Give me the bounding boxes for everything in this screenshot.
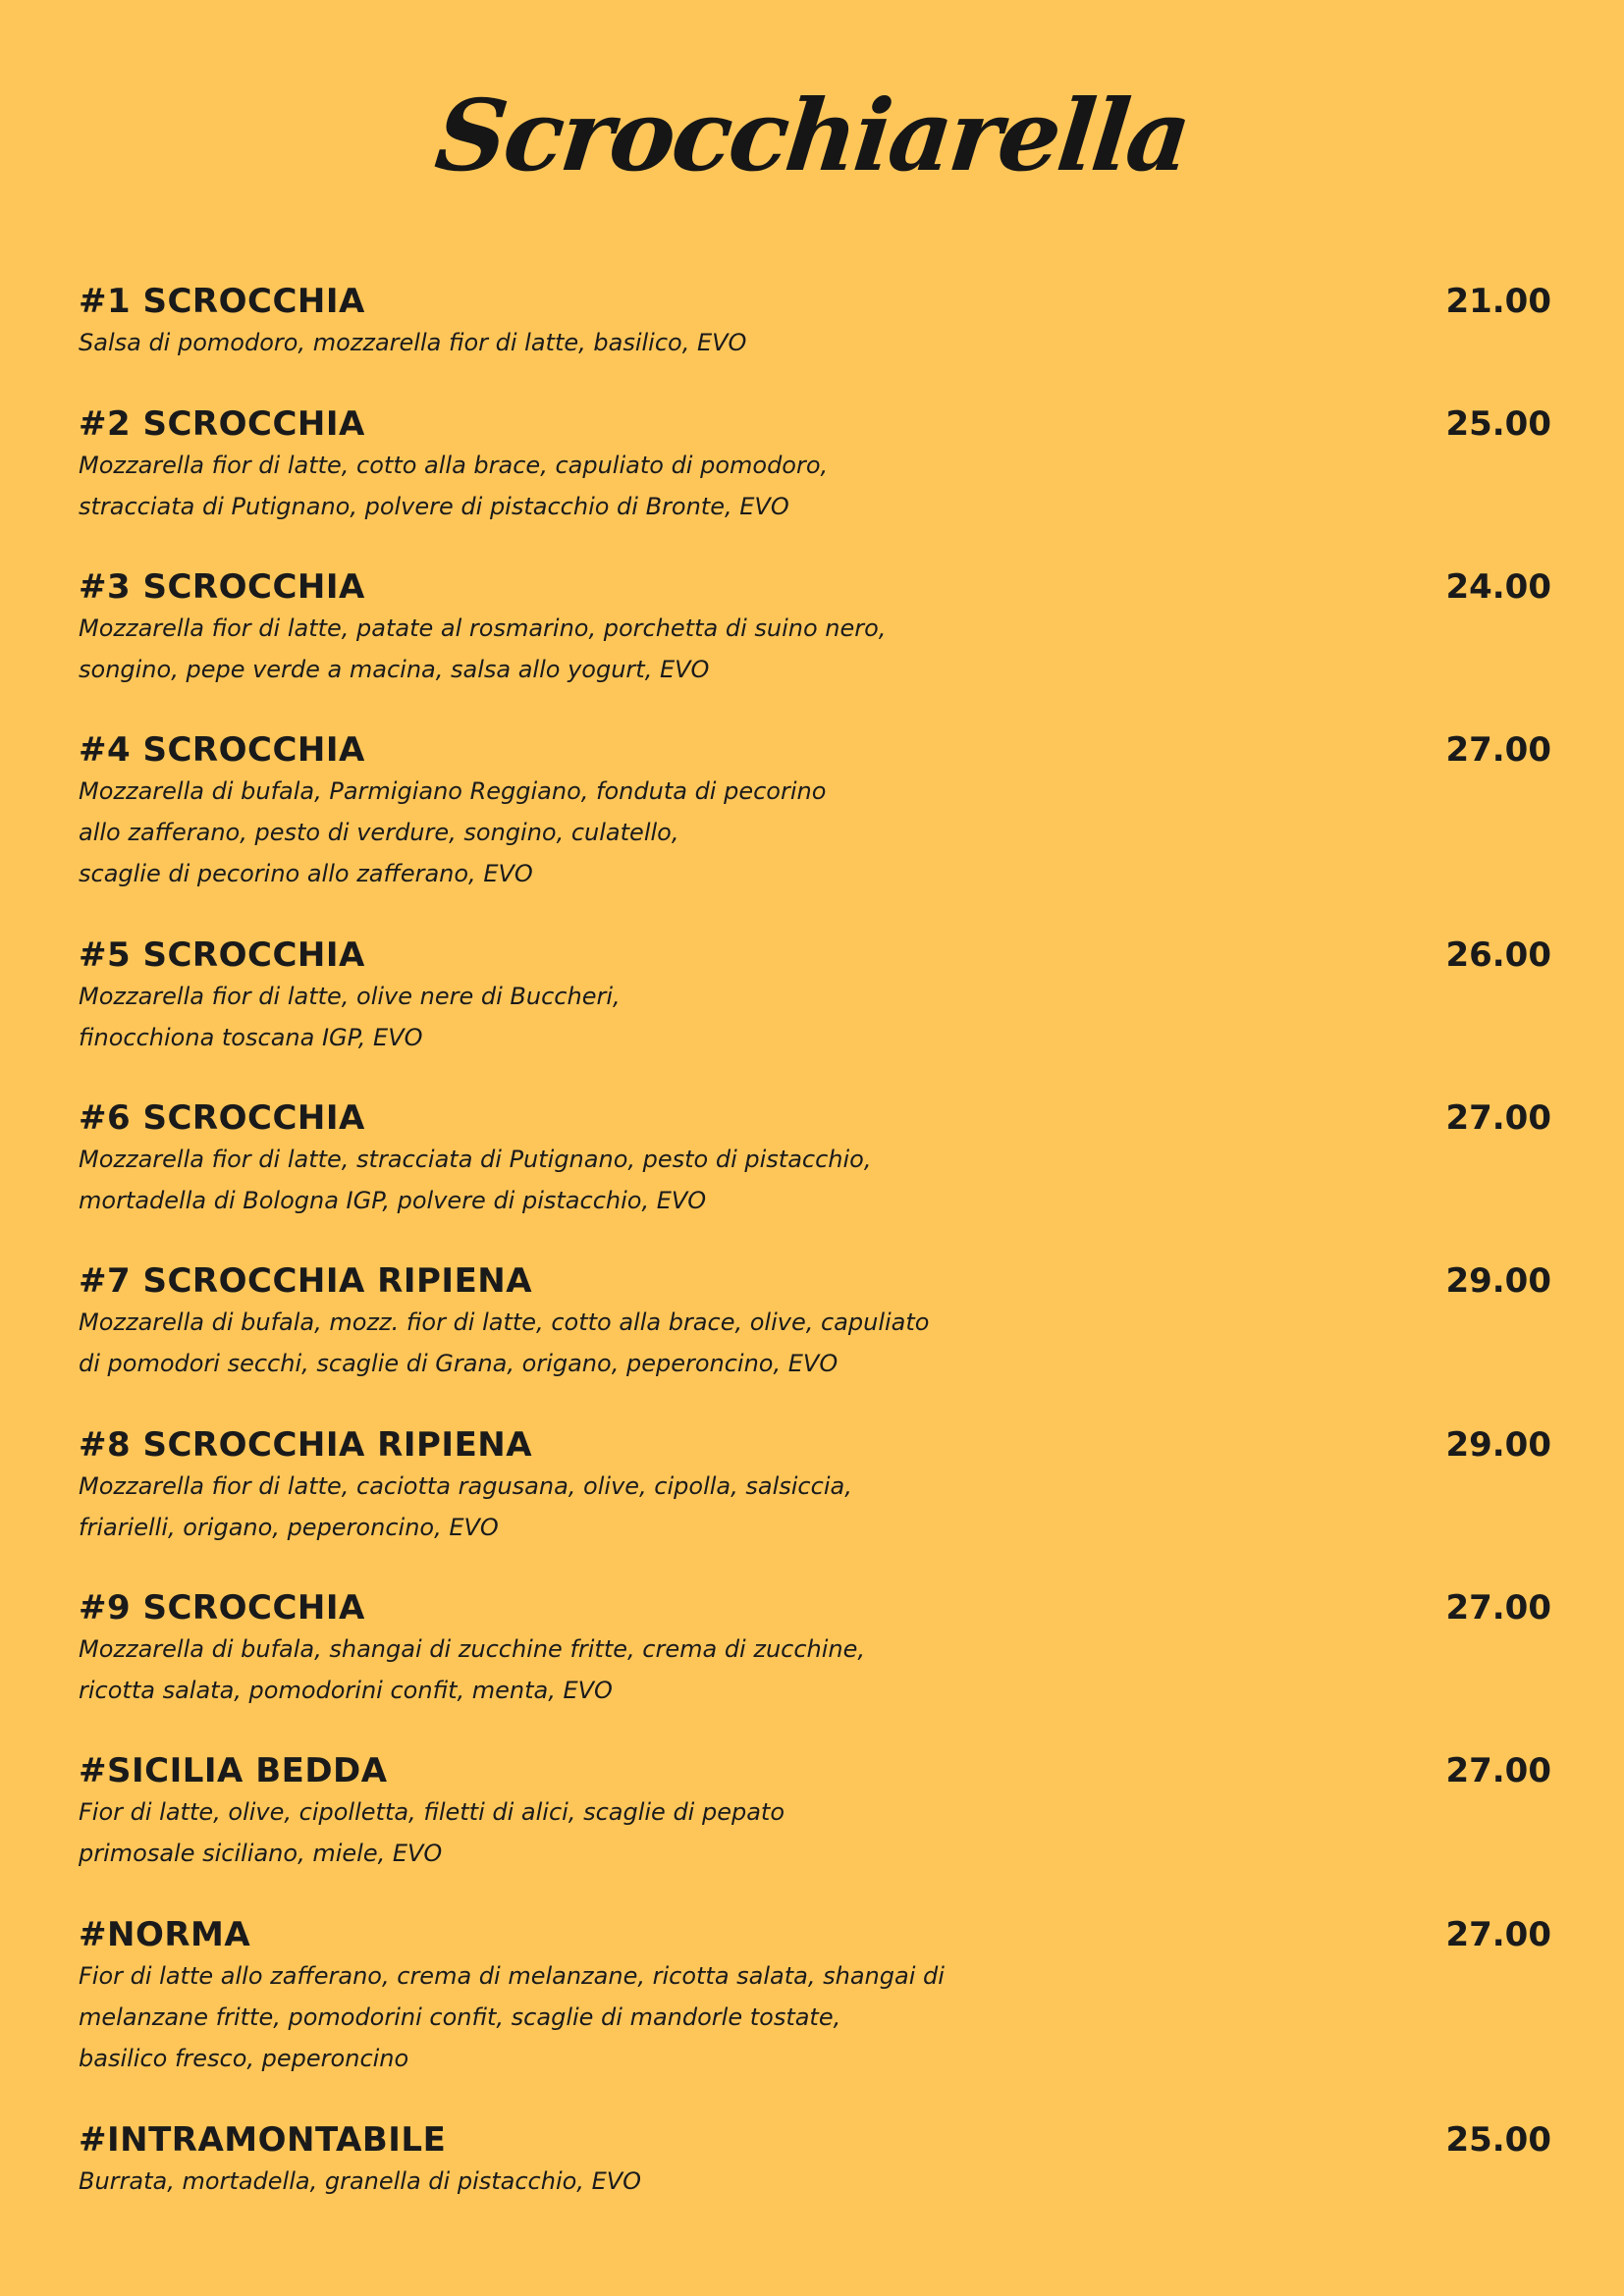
menu-item-description-line: Salsa di pomodoro, mozzarella fior di latte, basilico, EVO: [79, 329, 747, 356]
menu-item: [79, 1587, 1551, 1711]
menu-item-header: [79, 281, 1551, 322]
menu-item-description: [79, 2161, 1551, 2202]
menu-item-price: 27.00: [1445, 1098, 1551, 1138]
menu-item-description: [79, 1791, 1551, 1874]
menu-item: [79, 1914, 1551, 2079]
menu-item-description: [79, 322, 1551, 363]
menu-item-price: 25.00: [1445, 2120, 1551, 2160]
menu-item: [79, 1424, 1551, 1548]
menu-item-description-line: scaglie di pecorino allo zafferano, EVO: [79, 860, 533, 887]
menu-item-price: 27.00: [1445, 1751, 1551, 1790]
menu-title: Scrocchiarella: [430, 78, 1194, 193]
menu-item-description: [79, 1302, 1551, 1384]
menu-item-description-line: allo zafferano, pesto di verdure, songino, culatello,: [79, 819, 679, 846]
menu-item-description-line: mortadella di Bologna IGP, polvere di pistacchio, EVO: [79, 1187, 707, 1214]
menu-item-price: 27.00: [1445, 1588, 1551, 1628]
menu-item-header: [79, 934, 1551, 976]
menu-item-price: 21.00: [1445, 282, 1551, 321]
menu-item-name: #SICILIA BEDDA: [79, 1751, 388, 1790]
menu-item: [79, 1260, 1551, 1384]
menu-item-price: 27.00: [1445, 1915, 1551, 1954]
menu-item-header: [79, 403, 1551, 445]
menu-item-name: #1 SCROCCHIA: [79, 282, 365, 321]
menu-item-price: 26.00: [1445, 935, 1551, 975]
menu-item-description: [79, 1466, 1551, 1548]
menu-item-description-line: Mozzarella fior di latte, patate al rosmarino, porchetta di suino nero,: [79, 614, 887, 642]
menu-item-header: [79, 1587, 1551, 1629]
menu-item-name: #8 SCROCCHIA RIPIENA: [79, 1425, 533, 1465]
menu-item-name: #3 SCROCCHIA: [79, 567, 365, 607]
menu-item: [79, 934, 1551, 1058]
menu-item-description-line: melanzane fritte, pomodorini confit, scaglie di mandorle tostate,: [79, 2003, 841, 2031]
menu-item-header: [79, 1750, 1551, 1791]
menu-item-header: [79, 2119, 1551, 2161]
menu-item-description-line: finocchiona toscana IGP, EVO: [79, 1024, 423, 1051]
menu-item-description-line: Mozzarella fior di latte, cotto alla brace, capuliato di pomodoro,: [79, 452, 829, 479]
menu-item-header: [79, 1424, 1551, 1466]
menu-item: [79, 729, 1551, 894]
menu-item-description-line: ricotta salata, pomodorini confit, menta, EVO: [79, 1677, 613, 1704]
menu-item: [79, 281, 1551, 363]
menu-item-name: #4 SCROCCHIA: [79, 730, 365, 770]
menu-item-description-line: Mozzarella fior di latte, stracciata di Putignano, pesto di pistacchio,: [79, 1146, 872, 1173]
menu-item-name: #6 SCROCCHIA: [79, 1098, 365, 1138]
menu-item-description-line: basilico fresco, peperoncino: [79, 2045, 409, 2072]
menu-item-description-line: Fior di latte, olive, cipolletta, filetti di alici, scaglie di pepato: [79, 1798, 785, 1826]
menu-item-description: [79, 1955, 1551, 2079]
menu-item-price: 29.00: [1445, 1425, 1551, 1465]
menu-item-name: #NORMA: [79, 1915, 251, 1954]
menu-item-name: #7 SCROCCHIA RIPIENA: [79, 1261, 533, 1301]
menu-item-description-line: primosale siciliano, miele, EVO: [79, 1840, 443, 1867]
menu-item-description: [79, 445, 1551, 527]
menu-item-description: [79, 608, 1551, 690]
menu-item-description-line: Burrata, mortadella, granella di pistacchio, EVO: [79, 2167, 642, 2195]
menu-item: [79, 1097, 1551, 1221]
menu-item-price: 29.00: [1445, 1261, 1551, 1301]
menu-item-name: #INTRAMONTABILE: [79, 2120, 447, 2160]
menu-item: [79, 403, 1551, 527]
menu-item: [79, 1750, 1551, 1874]
menu-item-description: [79, 976, 1551, 1058]
menu-item-header: [79, 729, 1551, 771]
menu-item: [79, 2119, 1551, 2202]
menu-item-price: 25.00: [1445, 404, 1551, 444]
menu-item-description-line: stracciata di Putignano, polvere di pistacchio di Bronte, EVO: [79, 493, 789, 520]
menu-item-description-line: Fior di latte allo zafferano, crema di melanzane, ricotta salata, shangai di: [79, 1962, 945, 1990]
menu-item-header: [79, 566, 1551, 608]
menu-item-name: #5 SCROCCHIA: [79, 935, 365, 975]
menu-item-description-line: friarielli, origano, peperoncino, EVO: [79, 1514, 499, 1541]
menu-item-description: [79, 771, 1551, 894]
menu-item-header: [79, 1097, 1551, 1139]
menu-item-description-line: Mozzarella di bufala, shangai di zucchine fritte, crema di zucchine,: [79, 1635, 866, 1663]
menu-item-description-line: di pomodori secchi, scaglie di Grana, origano, peperoncino, EVO: [79, 1350, 839, 1377]
menu-item-price: 24.00: [1445, 567, 1551, 607]
menu-item-description: [79, 1629, 1551, 1711]
menu-item-header: [79, 1260, 1551, 1302]
menu-item-description-line: songino, pepe verde a macina, salsa allo yogurt, EVO: [79, 656, 710, 683]
menu-item-price: 27.00: [1445, 730, 1551, 770]
menu-item-description-line: Mozzarella fior di latte, caciotta ragusana, olive, cipolla, salsiccia,: [79, 1472, 852, 1500]
menu-item-description-line: Mozzarella fior di latte, olive nere di Buccheri,: [79, 983, 621, 1010]
menu-item-name: #2 SCROCCHIA: [79, 404, 365, 444]
menu-item: [79, 566, 1551, 690]
menu-item-name: #9 SCROCCHIA: [79, 1588, 365, 1628]
menu-item-description-line: Mozzarella di bufala, mozz. fior di latte, cotto alla brace, olive, capuliato: [79, 1308, 930, 1336]
menu-item-header: [79, 1914, 1551, 1955]
menu-item-description: [79, 1139, 1551, 1221]
menu-item-description-line: Mozzarella di bufala, Parmigiano Reggiano, fonduta di pecorino: [79, 777, 827, 805]
